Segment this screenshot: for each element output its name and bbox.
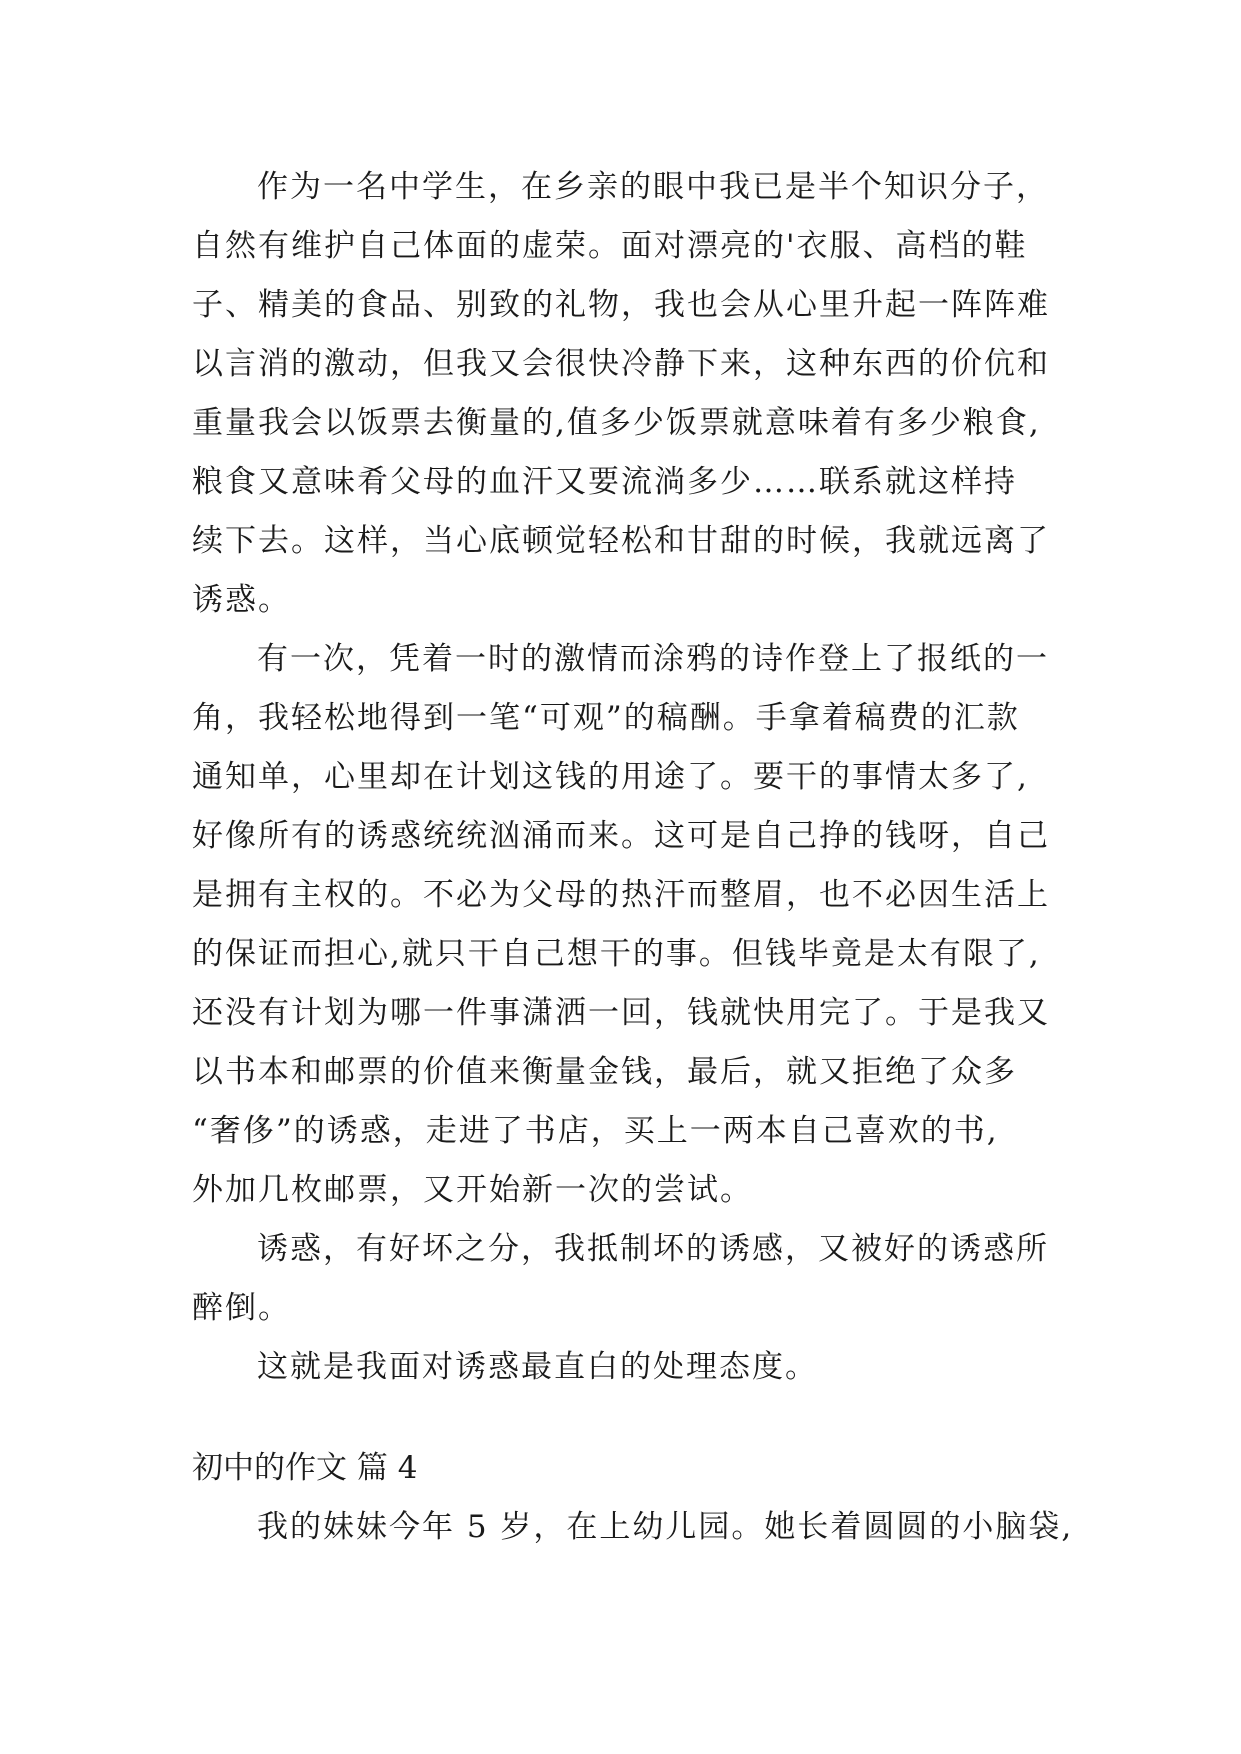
text-line: 角，我轻松地得到一笔“可观”的稿酬。手拿着稿费的汇款 [192,700,1020,736]
article-body [192,158,1072,1557]
text-line: 通知单，心里却在计划这钱的用途了。要干的事情太多了, [192,759,1029,795]
text-line: 续下去。这样，当心底顿觉轻松和甘甜的时候，我就远离了 [192,523,1050,559]
text-line: 有一次，凭着一时的激情而涂鸦的诗作登上了报纸的一 [257,641,1049,677]
text-line: 作为一名中学生，在乡亲的眼中我已是半个知识分子， [257,169,1049,205]
section-heading: 初中的作文 篇 4 [192,1450,418,1486]
text-line: 这就是我面对诱惑最直白的处理态度。 [257,1349,818,1385]
text-line: 重量我会以饭票去衡量的,值多少饭票就意味着有多少粮食, [192,405,1041,441]
text-line: 以言消的激动，但我又会很快冷静下来，这种东西的价伉和 [192,346,1050,382]
paragraph-4 [192,1338,1072,1397]
section-spacer [192,1397,1072,1421]
text-line: 自然有维护自己体面的虚荣。面对漂亮的'衣服、高档的鞋 [192,228,1028,264]
text-line: 醉倒。 [192,1290,291,1326]
paragraph-5 [192,1498,1072,1557]
text-line: 粮食又意味肴父母的血汗又要流淌多少……联系就这样持 [192,464,1017,500]
text-line: 好像所有的诱惑统统汹涌而来。这可是自己挣的钱呀，自己 [192,818,1050,854]
paragraph-1 [192,158,1072,630]
text-line: 子、精美的食品、别致的礼物，我也会从心里升起一阵阵难 [192,287,1050,323]
paragraph-3 [192,1220,1072,1338]
text-line: 还没有计划为哪一件事潇洒一回，钱就快用完了。于是我又 [192,995,1050,1031]
text-line: 我的妹妹今年 5 岁，在上幼儿园。她长着圆圆的小脑袋, [257,1509,1074,1545]
text-line: 以书本和邮票的价值来衡量金钱，最后，就又拒绝了众多 [192,1054,1017,1090]
text-line: 外加几枚邮票，又开始新一次的尝试。 [192,1172,753,1208]
text-line: 诱惑，有好坏之分，我抵制坏的诱感，又被好的诱惑所 [257,1231,1049,1267]
text-line: 诱惑。 [192,582,291,618]
text-line: “奢侈”的诱惑，走进了书店，买上一两本自己喜欢的书, [192,1113,999,1149]
text-line: 的保证而担心,就只干自己想干的事。但钱毕竟是太有限了, [192,936,1041,972]
paragraph-2 [192,630,1072,1220]
text-line: 是拥有主权的。不必为父母的热汗而整眉，也不必因生活上 [192,877,1050,913]
